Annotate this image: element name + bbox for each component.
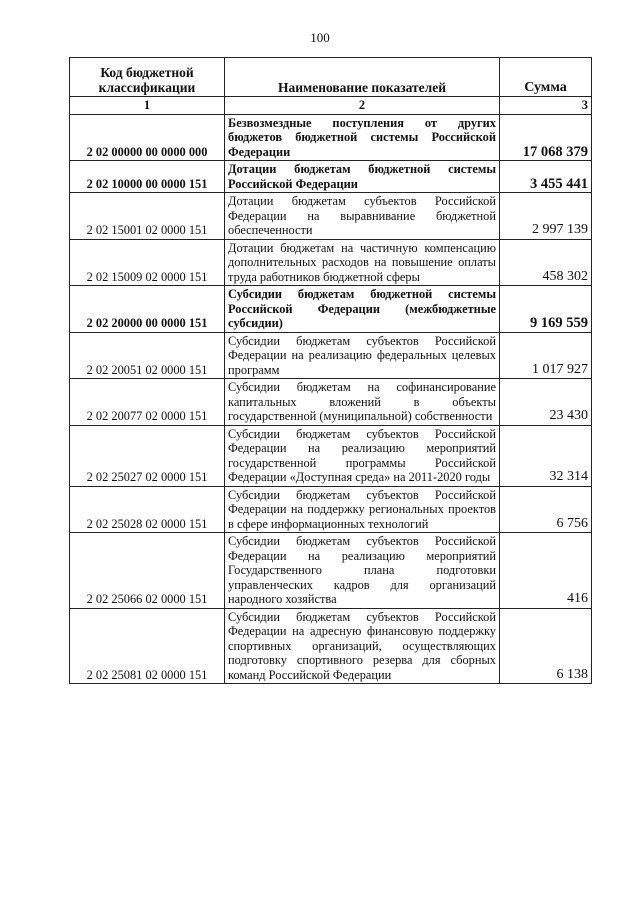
row-name: Субсидии бюджетам субъектов Российской Федерации на реализацию мероприятий государственной программы Российской Федерации «Доступная среда» на 2011-2020 годы <box>225 425 500 486</box>
row-code: 2 02 15001 02 0000 151 <box>70 193 225 240</box>
row-amount: 6 138 <box>500 608 592 684</box>
column-number-3: 3 <box>500 97 592 115</box>
budget-table <box>69 57 592 684</box>
table-row <box>70 533 592 609</box>
table-row <box>70 332 592 379</box>
row-amount: 9 169 559 <box>500 286 592 333</box>
table-row <box>70 193 592 240</box>
row-name: Дотации бюджетам субъектов Российской Федерации на выравнивание бюджетной обеспеченности <box>225 193 500 240</box>
row-amount: 23 430 <box>500 379 592 426</box>
row-name: Субсидии бюджетам субъектов Российской Федерации на поддержку региональных проектов в сфере информационных технологий <box>225 486 500 533</box>
row-amount: 32 314 <box>500 425 592 486</box>
row-code: 2 02 25027 02 0000 151 <box>70 425 225 486</box>
row-amount: 6 756 <box>500 486 592 533</box>
row-code: 2 02 20077 02 0000 151 <box>70 379 225 426</box>
row-code: 2 02 10000 00 0000 151 <box>70 161 225 193</box>
row-amount: 17 068 379 <box>500 114 592 161</box>
row-code: 2 02 25028 02 0000 151 <box>70 486 225 533</box>
header-amount: Сумма <box>500 58 592 97</box>
table-row <box>70 425 592 486</box>
row-amount: 3 455 441 <box>500 161 592 193</box>
table-header-row <box>70 58 592 97</box>
table-row <box>70 161 592 193</box>
table-row <box>70 286 592 333</box>
row-name: Субсидии бюджетам бюджетной системы Российской Федерации (межбюджетные субсидии) <box>225 286 500 333</box>
row-code: 2 02 25066 02 0000 151 <box>70 533 225 609</box>
row-name: Безвозмездные поступления от других бюджетов бюджетной системы Российской Федерации <box>225 114 500 161</box>
table-row <box>70 608 592 684</box>
row-code: 2 02 00000 00 0000 000 <box>70 114 225 161</box>
table-row <box>70 114 592 161</box>
header-name: Наименование показателей <box>225 58 500 97</box>
row-amount: 458 302 <box>500 239 592 286</box>
row-amount: 2 997 139 <box>500 193 592 240</box>
column-number-2: 2 <box>225 97 500 115</box>
row-name: Субсидии бюджетам на софинансирование капитальных вложений в объекты государственной (муниципальной) собственности <box>225 379 500 426</box>
row-amount: 416 <box>500 533 592 609</box>
column-number-1: 1 <box>70 97 225 115</box>
table-row <box>70 379 592 426</box>
row-name: Дотации бюджетам бюджетной системы Российской Федерации <box>225 161 500 193</box>
row-name: Дотации бюджетам на частичную компенсацию дополнительных расходов на повышение оплаты труда работников бюджетной сферы <box>225 239 500 286</box>
row-name: Субсидии бюджетам субъектов Российской Федерации на реализацию мероприятий Государственного плана подготовки управленческих кадров для организаций народного хозяйства <box>225 533 500 609</box>
row-code: 2 02 20000 00 0000 151 <box>70 286 225 333</box>
row-name: Субсидии бюджетам субъектов Российской Федерации на реализацию федеральных целевых программ <box>225 332 500 379</box>
table-row <box>70 486 592 533</box>
row-code: 2 02 15009 02 0000 151 <box>70 239 225 286</box>
row-amount: 1 017 927 <box>500 332 592 379</box>
row-name: Субсидии бюджетам субъектов Российской Федерации на адресную финансовую поддержку спортивных организаций, осуществляющих подготовку спортивного резерва для сборных команд Российской Федерации <box>225 608 500 684</box>
row-code: 2 02 20051 02 0000 151 <box>70 332 225 379</box>
page-number: 100 <box>310 30 330 45</box>
column-number-row <box>70 97 592 115</box>
row-code: 2 02 25081 02 0000 151 <box>70 608 225 684</box>
table-row <box>70 239 592 286</box>
header-code: Код бюджетной классификации <box>70 58 225 97</box>
